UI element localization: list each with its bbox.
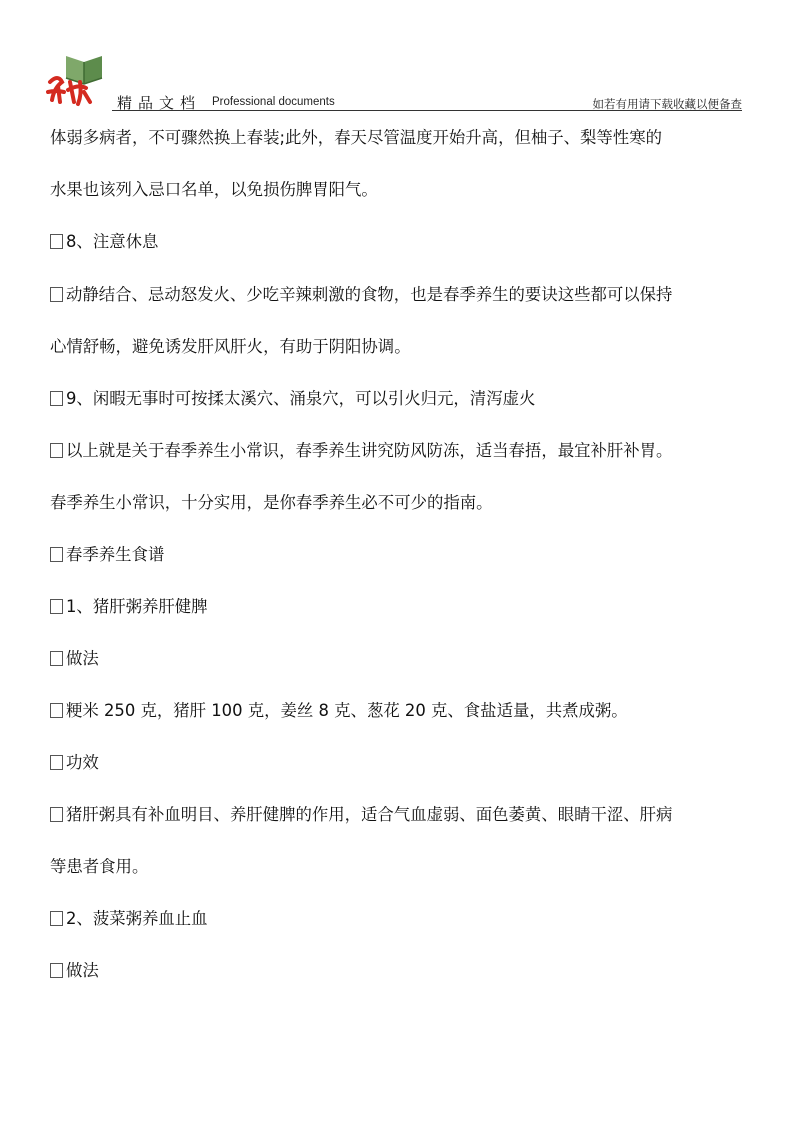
checkbox-icon bbox=[50, 911, 63, 926]
checkbox-icon bbox=[50, 703, 63, 718]
checkbox-icon bbox=[50, 599, 63, 614]
checkbox-icon bbox=[50, 963, 63, 978]
header-subtitle: Professional documents bbox=[212, 96, 335, 108]
text-line: 猪肝粥具有补血明目、养肝健脾的作用，适合气血虚弱、面色萎黄、眼睛干涩、肝病 bbox=[50, 800, 672, 830]
text-line: 心情舒畅，避免诱发肝风肝火，有助于阴阳协调。 bbox=[50, 337, 411, 356]
section-heading: 功效 bbox=[50, 748, 99, 778]
checkbox-icon bbox=[50, 755, 63, 770]
section-heading: 做法 bbox=[50, 956, 99, 986]
text-line: 粳米 250 克，猪肝 100 克，姜丝 8 克、葱花 20 克、食盐适量，共煮成粥。 bbox=[50, 696, 628, 726]
section-heading: 春季养生食谱 bbox=[50, 540, 164, 570]
checkbox-icon bbox=[50, 807, 63, 822]
text-line: 等患者食用。 bbox=[50, 857, 149, 876]
text-line: 体弱多病者，不可骤然换上春装;此外，春天尽管温度开始升高，但柚子、梨等性寒的 bbox=[50, 128, 662, 147]
text-line: 春季养生小常识，十分实用，是你春季养生必不可少的指南。 bbox=[50, 493, 493, 512]
text-line: 以上就是关于春季养生小常识，春季养生讲究防风防冻，适当春捂，最宜补肝补胃。 bbox=[50, 436, 672, 466]
section-heading: 9、闲暇无事时可按揉太溪穴、涌泉穴，可以引火归元，清泻虚火 bbox=[50, 384, 535, 414]
section-heading: 1、猪肝粥养肝健脾 bbox=[50, 592, 208, 622]
header-rule bbox=[112, 110, 742, 111]
checkbox-icon bbox=[50, 443, 63, 458]
page-header bbox=[0, 0, 794, 112]
text-line: 动静结合、忌动怒发火、少吃辛辣刺激的食物，也是春季养生的要诀这些都可以保持 bbox=[50, 280, 672, 310]
checkbox-icon bbox=[50, 651, 63, 666]
section-heading: 做法 bbox=[50, 644, 99, 674]
text-line: 水果也该列入忌口名单，以免损伤脾胃阳气。 bbox=[50, 180, 378, 199]
logo-icon bbox=[44, 52, 108, 108]
checkbox-icon bbox=[50, 391, 63, 406]
checkbox-icon bbox=[50, 547, 63, 562]
checkbox-icon bbox=[50, 287, 63, 302]
section-heading: 8、注意休息 bbox=[50, 227, 158, 257]
header-title: 精品文档 bbox=[117, 94, 202, 112]
header-note: 如若有用请下载收藏以便备查 bbox=[592, 97, 742, 111]
checkbox-icon bbox=[50, 234, 63, 249]
section-heading: 2、菠菜粥养血止血 bbox=[50, 904, 208, 934]
